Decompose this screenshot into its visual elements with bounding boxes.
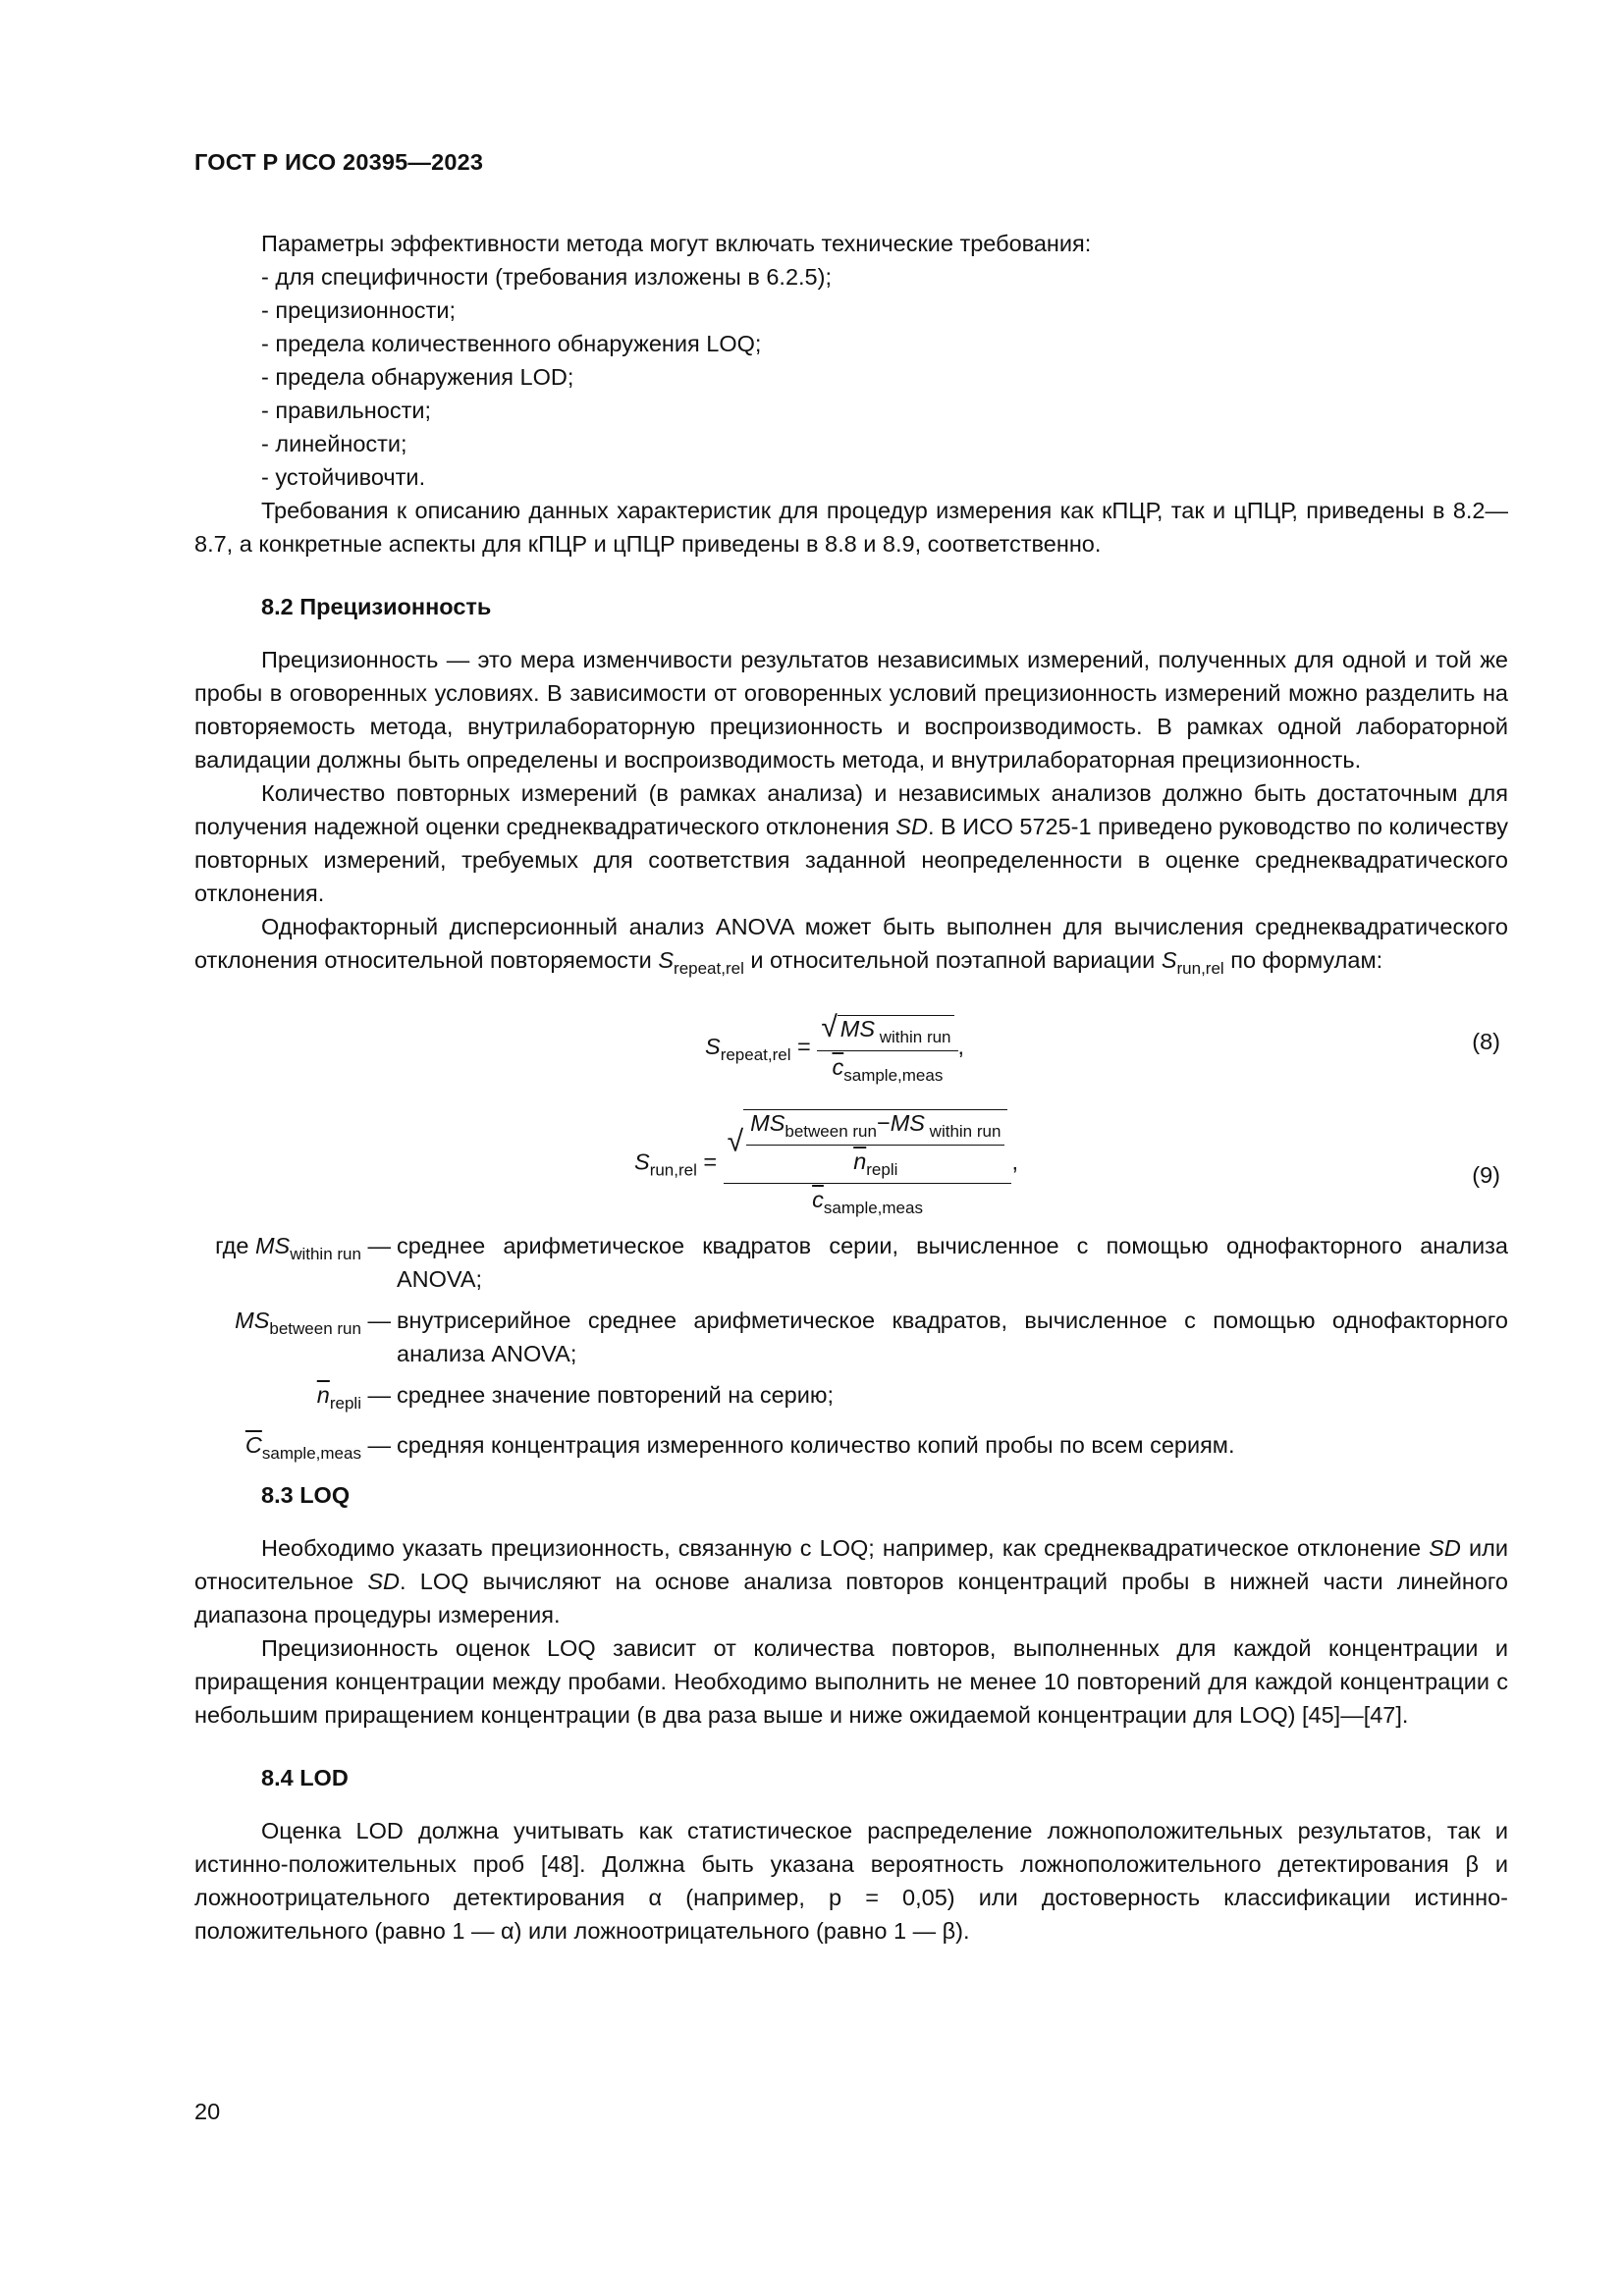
equation-number-9: (9) [1472, 1162, 1500, 1188]
definition-row: где $MS_{within run}$ — среднее арифметическое квадратов серии, вычисленное с помощью однофакторного анализа ANOVA; [215, 1233, 1508, 1292]
section-heading-8-2: 8.2 Прецизионность [261, 594, 492, 619]
section-heading-8-3: 8.3 LOQ [261, 1482, 351, 1508]
symbol-definitions [194, 1229, 1508, 1478]
formula-9-expression: $S_{run,rel}$ = √ $\frac{MS_{between run}-MS _{within run}}{\overline{n}_{repli}}$ $\overline{c}_{sample,meas}$ , [634, 1110, 1018, 1217]
formula-9-fraction: √ $\frac{MS_{between run}-MS _{within run}}{\overline{n}_{repli}}$ $\overline{c}_{sample,meas}$ [724, 1109, 1012, 1218]
paragraph: Прецизионность — это мера изменчивости результатов независимых измерений, полученных для одной и той же пробы в оговоренных условиях. В зависимости от оговоренных условий прецизионность измерений можно разделить на повторяемость метода, внутрилабораторную прецизионность и воспроизводимость. В рамках одной лабораторной валидации должны быть определены и воспроизводимость метода, и внутрилабораторная прецизионность. [194, 647, 1508, 773]
formula-9 [194, 1109, 1508, 1217]
list-item: - предела количественного обнаружения LOQ; [261, 331, 762, 356]
paragraph: Количество повторных измерений (в рамках анализа) и независимых анализов должно быть достаточным для получения надежной оценки среднеквадратического отклонения SD. В ИСО 5725-1 приведено руководство по количеству повторных измерений, требуемых для соответствия заданной неопределенности в оценке среднеквадратического отклонения. [194, 780, 1509, 906]
paragraph: Необходимо указать прецизионность, связанную с LOQ; например, как среднеквадратическое отклонение SD или относительное SD. LOQ вычисляют на основе анализа повторов концентраций пробы в нижней части линейного диапазона процедуры измерения. [194, 1535, 1508, 1628]
paragraph: Прецизионность оценок LOQ зависит от количества повторов, выполненных для каждой концентрации и приращения концентрации между пробами. Необходимо выполнить не менее 10 повторений для каждой концентрации с небольшим приращением концентрации (в два раза выше и ниже ожидаемой концентрации для LOQ) [45]—[47]. [194, 1635, 1508, 1728]
list-item: - предела обнаружения LOD; [261, 364, 574, 390]
list-item: - правильности; [261, 398, 432, 423]
formula-8-fraction: $\frac{√ MS _{within run}}{\overline{c}_{sample,meas}}$ [817, 1011, 957, 1086]
paragraph: Однофакторный дисперсионный анализ ANOVA может быть выполнен для вычисления среднеквадратического отклонения относительной повторяемости $S_{repeat,rel}$ и относительной поэтапной вариации $S_{run,rel}$ по формулам: [194, 914, 1508, 978]
definition-row: $MS_{between run}$ — внутрисерийное среднее арифметическое квадратов, вычисленное с помощью однофакторного анализа ANOVA; [235, 1308, 1508, 1366]
list-item: - прецизионности; [261, 297, 456, 323]
list-item: - устойчивочти. [261, 464, 426, 490]
requirements-list [194, 260, 1508, 494]
formula-8 [194, 1005, 1508, 1090]
definition-row: $\overline{n}_{repli}$ — среднее значение повторений на серию; [316, 1382, 835, 1413]
definition-row: $\overline{C}_{sample,meas}$ — средняя концентрация измеренного количество копий пробы по всем сериям. [244, 1432, 1235, 1463]
list-item: - для специфичности (требования изложены в 6.2.5); [261, 264, 832, 290]
page-content [194, 149, 1508, 1948]
list-item: - линейности; [261, 431, 407, 456]
intro-closing: Требования к описанию данных характеристик для процедур измерения как кПЦР, так и цПЦР, приведены в 8.2—8.7, а конкретные аспекты для кПЦР и цПЦР приведены в 8.8 и 8.9, соответственно. [194, 498, 1508, 557]
section-heading-8-4: 8.4 LOD [261, 1765, 349, 1790]
page-number: 20 [194, 2099, 221, 2124]
equation-number-8: (8) [1472, 1029, 1500, 1054]
standard-header: ГОСТ Р ИСО 20395—2023 [194, 149, 484, 175]
paragraph: Оценка LOD должна учитывать как статистическое распределение ложноположительных результатов, так и истинно-положительных проб [48]. Должна быть указана вероятность ложноположительного детектирования β и ложноотрицательного детектирования α (например, p = 0,05) или достоверность классификации истинно-положительного (равно 1 — α) или ложноотрицательного (равно 1 — β). [194, 1818, 1508, 1944]
formula-8-expression: $S_{repeat,rel}$ = $\frac{√ MS _{within run}}{\overline{c}_{sample,meas}}$ , [705, 1011, 965, 1085]
intro-lead: Параметры эффективности метода могут включать технические требования: [261, 231, 1092, 256]
